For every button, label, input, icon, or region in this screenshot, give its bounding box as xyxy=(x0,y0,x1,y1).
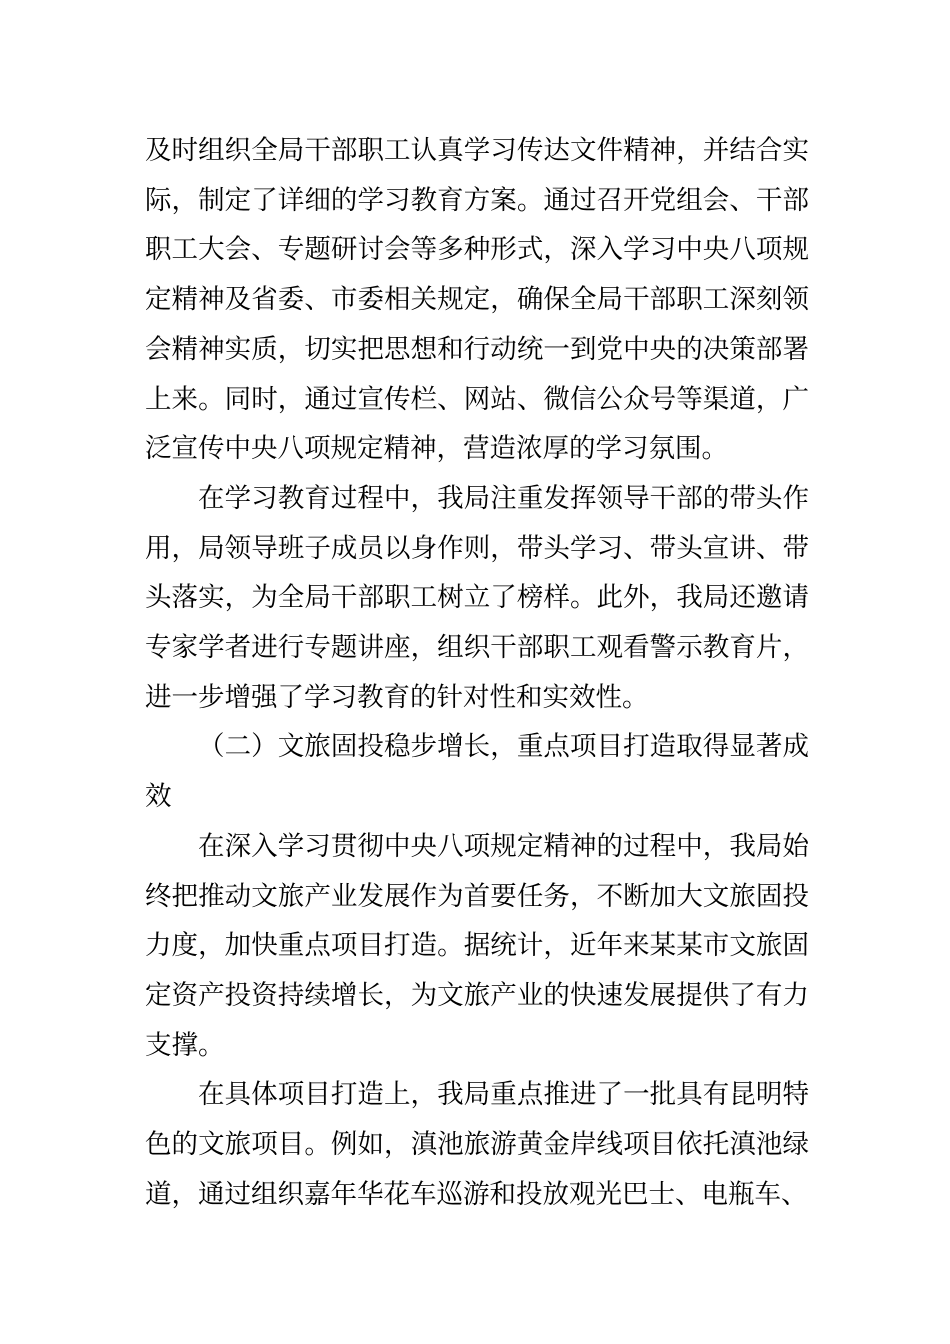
paragraph-study-organization: 及时组织全局干部职工认真学习传达文件精神，并结合实际，制定了详细的学习教育方案。通过召开党组会、干部职工大会、专题研讨会等多种形式，深入学习中央八项规定精神及省委、市委相关规定，确保全局干部职工深刻领会精神实质，切实把思想和行动统一到党中央的决策部署上来。同时，通过宣传栏、网站、微信公众号等渠道，广泛宣传中央八项规定精神，营造浓厚的学习氛围。 xyxy=(145,135,809,465)
paragraph-key-projects: 在具体项目打造上，我局重点推进了一批具有昆明特色的文旅项目。例如，滇池旅游黄金岸线项目依托滇池绿道，通过组织嘉年华花车巡游和投放观光巴士、电瓶车、 xyxy=(145,1079,809,1210)
paragraph-leadership-example: 在学习教育过程中，我局注重发挥领导干部的带头作用，局领导班子成员以身作则，带头学习、带头宣讲、带头落实，为全局干部职工树立了榜样。此外，我局还邀请专家学者进行专题讲座，组织干部职工观看警示教育片，进一步增强了学习教育的针对性和实效性。 xyxy=(145,482,809,713)
section-heading-investment: （二）文旅固投稳步增长，重点项目打造取得显著成效 xyxy=(145,731,809,813)
paragraph-investment-growth: 在深入学习贯彻中央八项规定精神的过程中，我局始终把推动文旅产业发展作为首要任务，不断加大文旅固投力度，加快重点项目打造。据统计，近年来某某市文旅固定资产投资持续增长，为文旅产业的快速发展提供了有力支撑。 xyxy=(145,830,809,1061)
document-body xyxy=(145,126,809,1219)
